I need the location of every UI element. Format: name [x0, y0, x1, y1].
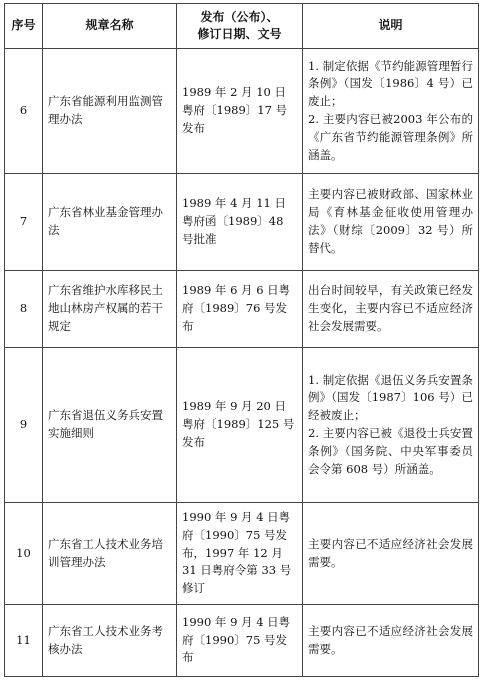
row-name: 广东省退伍义务兵安置实施细则	[43, 348, 177, 503]
row-issued: 1989 年 6 月 6 日粤府〔1989〕76 号发布	[177, 271, 303, 348]
row-issued: 1989 年 4 月 11 日粤府函〔1989〕48 号批准	[177, 174, 303, 271]
row-issued: 1989 年 2 月 10 日粤府〔1989〕17 号发布	[177, 49, 303, 174]
row-notes	[303, 605, 479, 677]
table-row	[5, 348, 479, 503]
note-item: 1. 制定依据《节约能源管理暂行条例》（国发〔1986〕4 号）已废止；	[308, 58, 473, 109]
row-notes	[303, 503, 479, 605]
row-name: 广东省工人技术业务培训管理办法	[43, 503, 177, 605]
row-name: 广东省维护水库移民土地山林房产权属的若干规定	[43, 271, 177, 348]
note-item: 主要内容已不适应经济社会发展需要。	[308, 623, 473, 656]
row-issued: 1989 年 9 月 20 日粤府〔1989〕125 号发布	[177, 348, 303, 503]
header-issued	[177, 4, 303, 49]
regulations-table	[4, 3, 479, 677]
header-issued-line2: 修订日期、文号	[197, 27, 282, 41]
table-row	[5, 271, 479, 348]
header-notes: 说明	[303, 4, 479, 49]
row-issued: 1990 年 9 月 4 日粤府〔1990〕75 号发布，1997 年 12 月 31 日粤府令第 33 号修订	[177, 503, 303, 605]
table-row	[5, 174, 479, 271]
row-notes	[303, 49, 479, 174]
row-no: 6	[5, 49, 43, 174]
table-row	[5, 605, 479, 677]
note-item: 2. 主要内容已被《退役士兵安置条例》（国务院、中央军事委员会令第 608 号）所涵盖。	[308, 426, 473, 476]
note-item: 2. 主要内容已被2003 年公布的《广东省节约能源管理条例》所涵盖。	[308, 112, 473, 162]
row-notes	[303, 174, 479, 271]
note-item: 1. 制定依据《退伍义务兵安置条例》（国发〔1987〕106 号）已经被废止；	[308, 372, 473, 423]
row-name: 广东省能源利用监测管理办法	[43, 49, 177, 174]
row-name: 广东省林业基金管理办法	[43, 174, 177, 271]
note-item: 出台时间较早，有关政策已经发生变化，主要内容已不适应经济社会发展需要。	[308, 283, 473, 333]
header-name: 规章名称	[43, 4, 177, 49]
table-header-row	[5, 4, 479, 49]
table-row	[5, 503, 479, 605]
table-row	[5, 49, 479, 174]
row-notes	[303, 271, 479, 348]
header-no: 序号	[5, 4, 43, 49]
row-notes	[303, 348, 479, 503]
note-item: 主要内容已被财政部、国家林业局《育林基金征收使用管理办法》（财综〔2009〕32 号）所替代。	[308, 187, 473, 255]
row-no: 7	[5, 174, 43, 271]
row-no: 8	[5, 271, 43, 348]
row-no: 9	[5, 348, 43, 503]
note-item: 主要内容已不适应经济社会发展需要。	[308, 536, 473, 569]
header-issued-line1: 发布（公布）、	[200, 9, 279, 24]
row-no: 11	[5, 605, 43, 677]
row-no: 10	[5, 503, 43, 605]
row-name: 广东省工人技术业务考核办法	[43, 605, 177, 677]
row-issued: 1990 年 9 月 4 日粤府〔1990〕75 号发布	[177, 605, 303, 677]
